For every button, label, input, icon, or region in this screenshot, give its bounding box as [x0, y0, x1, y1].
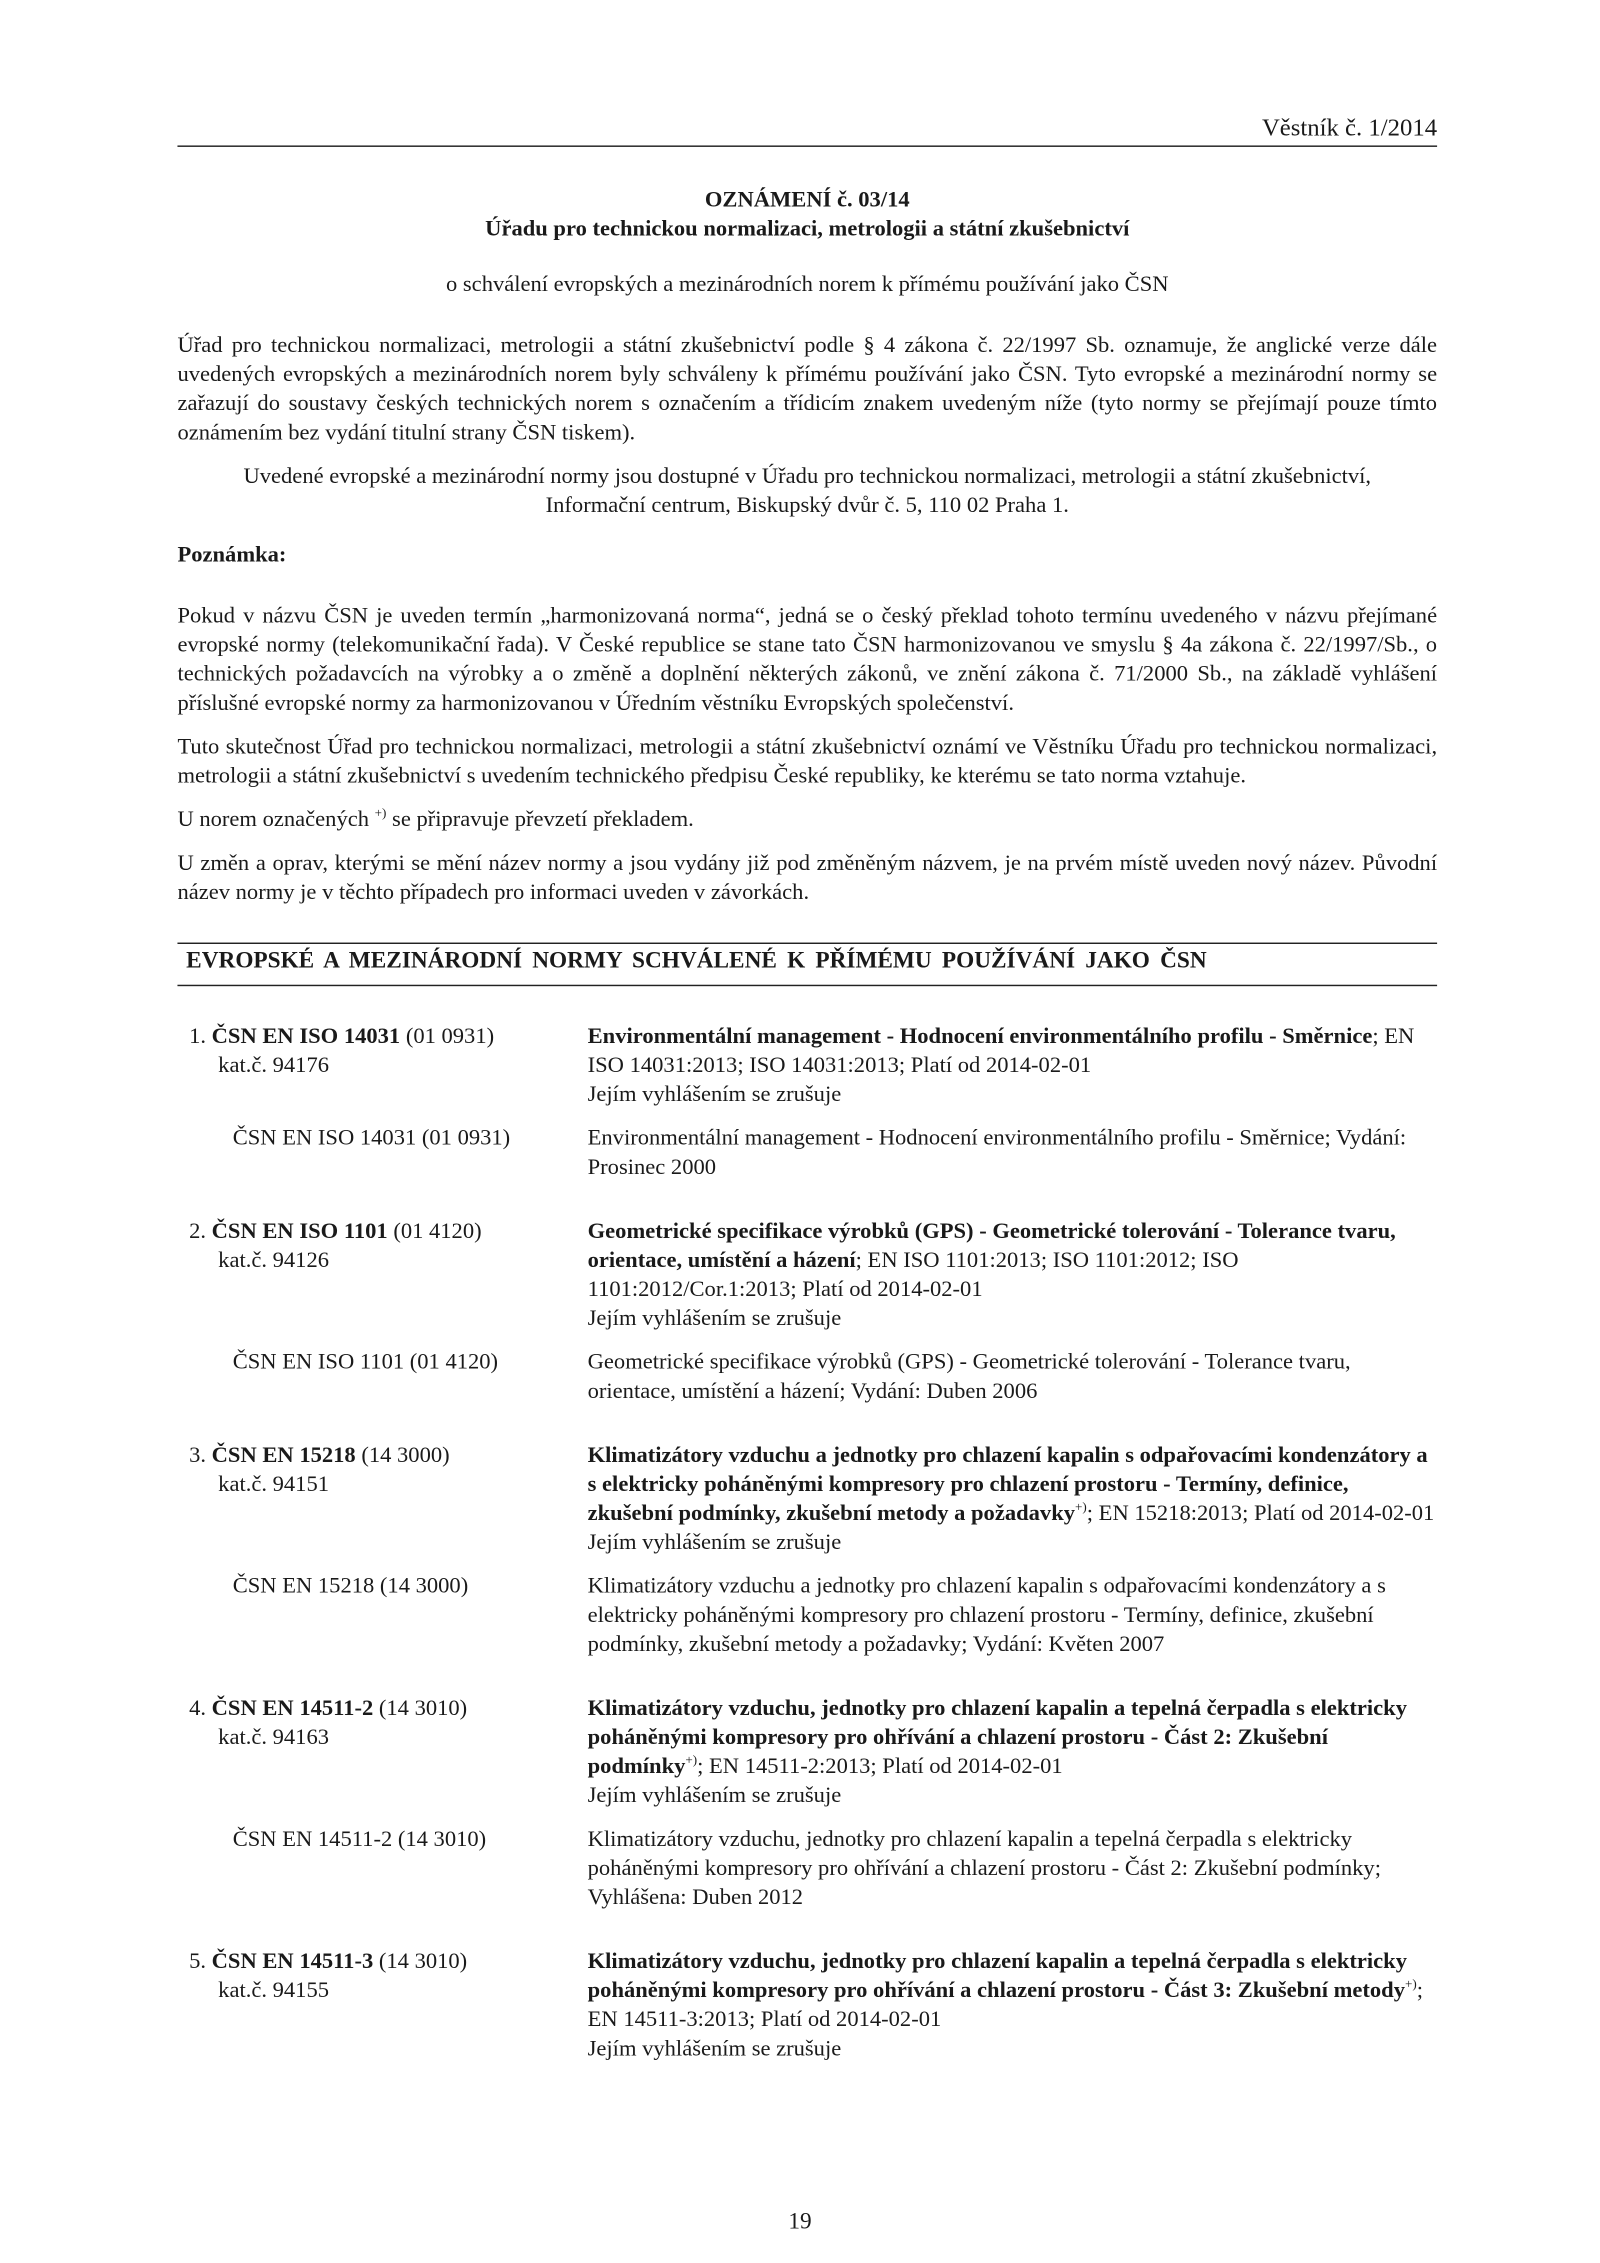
replaced-standard-row	[177, 1348, 1437, 1406]
replaced-standard-code: ČSN EN ISO 14031 (01 0931)	[232, 1125, 511, 1151]
classification-code: (14 3000)	[361, 1442, 450, 1468]
cancellation-note: Jejím vyhlášením se zrušuje	[587, 1082, 842, 1107]
standard-item	[177, 1217, 1437, 1406]
translation-mark: +)	[1405, 1976, 1417, 1992]
intro-paragraph: Úřad pro technickou normalizaci, metrologii a státní zkušebnictví podle § 4 zákona č. 22/1997 Sb. oznamuje, že anglické verze dále uvedených evropských a mezinárodních norem byly schváleny k přímému používání jako ČSN. Tyto evropské a mezinárodní normy se zařazují do soustavy českých technických norem s označením a třídicím znakem uvedeným níže (tyto normy se přejímají pouze tímto oznámením bez vydání titulní strany ČSN tiskem).	[177, 333, 1438, 446]
replaced-standard-code: ČSN EN ISO 1101 (01 4120)	[232, 1349, 499, 1375]
announcement-title: OZNÁMENÍ č. 03/14	[704, 187, 910, 213]
standard-code: ČSN EN 15218	[211, 1442, 356, 1468]
standards-list	[177, 1023, 1437, 2099]
catalog-number: kat.č. 94163	[218, 1725, 330, 1750]
translation-mark: +)	[374, 805, 387, 821]
standard-item	[177, 1023, 1437, 1183]
translation-note: U norem označených +) se připravuje převzetí překladem.	[177, 805, 694, 832]
standard-code: ČSN EN ISO 14031	[211, 1024, 401, 1049]
classification-code: (14 3010)	[378, 1696, 468, 1721]
classification-code: (14 3010)	[378, 1949, 468, 1974]
section-title: EVROPSKÉ A MEZINÁRODNÍ NORMY SCHVÁLENÉ K PŘÍMÉMU POUŽÍVÁNÍ JAKO ČSN	[177, 943, 1437, 987]
replaced-standard-text: Klimatizátory vzduchu a jednotky pro chlazení kapalin s odpařovacími kondenzátory a s elektricky poháněnými kompresory pro chlazení prostoru - Termíny, definice, zkušební podmínky, zkušební metody a požadavky; Vydání: Květen 2007	[587, 1573, 1386, 1657]
cancellation-note: Jejím vyhlášením se zrušuje	[587, 1783, 842, 1808]
availability-paragraph: Uvedené evropské a mezinárodní normy jsou dostupné v Úřadu pro technickou normalizaci, metrologii a státní zkušebnictví,	[243, 464, 1372, 489]
classification-code: (01 0931)	[405, 1024, 495, 1049]
catalog-number: kat.č. 94126	[218, 1248, 330, 1273]
issuer-title: Úřadu pro technickou normalizaci, metrologii a státní zkušebnictví	[485, 216, 1130, 242]
replaced-standard-text: Klimatizátory vzduchu, jednotky pro chlazení kapalin a tepelná čerpadla s elektricky poháněnými kompresory pro ohřívání a chlazení prostoru - Část 2: Zkušební podmínky; Vyhlášena: Duben 2012	[587, 1826, 1381, 1910]
new-standard-row	[177, 1441, 1437, 1557]
standard-title: Klimatizátory vzduchu, jednotky pro chlazení kapalin a tepelná čerpadla s elektricky poháněnými kompresory pro ohřívání a chlazení prostoru - Část 3: Zkušební metody	[587, 1949, 1407, 2003]
standard-code: ČSN EN 14511-3	[211, 1949, 374, 1974]
announcement-intro	[177, 186, 1437, 907]
amendment-paragraph: U změn a oprav, kterými se mění název normy a jsou vydány již pod změněným názvem, je na prvém místě uveden nový název. Původní název normy je v těchto případech pro informaci uveden v závorkách.	[177, 850, 1438, 905]
standard-details: ; EN 15218:2013; Platí od 2014-02-01	[1086, 1501, 1435, 1526]
translation-mark: +)	[685, 1752, 698, 1768]
replaced-standard-row	[177, 1825, 1437, 1912]
item-number: 1.	[189, 1024, 206, 1049]
classification-code: (01 4120)	[393, 1218, 482, 1244]
standard-details: ; EN 14511-2:2013; Platí od 2014-02-01	[697, 1754, 1063, 1779]
notification-paragraph: Tuto skutečnost Úřad pro technickou normalizaci, metrologii a státní zkušebnictví oznámí ve Věstníku Úřadu pro technickou normalizaci, metrologii a státní zkušebnictví s uvedením technického předpisu České republiky, ke kterému se tato norma vztahuje.	[177, 734, 1438, 789]
translation-mark: +)	[1075, 1499, 1087, 1514]
availability-address: Informační centrum, Biskupský dvůr č. 5, 110 02 Praha 1.	[545, 493, 1069, 518]
item-number: 4.	[189, 1696, 206, 1721]
item-number: 2.	[189, 1218, 206, 1244]
standard-details: ; EN 14511-3:2013; Platí od 2014-02-01	[587, 1978, 1424, 2032]
replaced-standard-row	[177, 1572, 1437, 1659]
standard-title: Environmentální management - Hodnocení environmentálního profilu - Směrnice	[587, 1024, 1373, 1049]
new-standard-row	[177, 1695, 1437, 1811]
announcement-subtitle: o schválení evropských a mezinárodních norem k přímému používání jako ČSN	[446, 272, 1169, 297]
standard-title: Geometrické specifikace výrobků (GPS) - Geometrické tolerování - Tolerance tvaru, orientace, umístění a házení	[587, 1218, 1396, 1273]
harmonized-paragraph: Pokud v názvu ČSN je uveden termín „harmonizovaná norma“, jedná se o český překlad tohoto termínu uvedeného v názvu přejímané evropské normy (telekomunikační řada). V České republice se stane tato ČSN harmonizovanou ve smyslu § 4a zákona č. 22/1997/Sb., o technických požadavcích na výrobky a o změně a doplnění některých zákonů, ve znění zákona č. 71/2000 Sb., na základě vyhlášení příslušné evropské normy za harmonizovanou v Úředním věstníku Evropských společenství.	[177, 603, 1438, 716]
replaced-standard-code: ČSN EN 15218 (14 3000)	[232, 1573, 469, 1599]
replaced-standard-text: Environmentální management - Hodnocení environmentálního profilu - Směrnice; Vydání: Prosinec 2000	[587, 1125, 1407, 1180]
standard-item	[177, 1441, 1437, 1659]
item-number: 3.	[189, 1442, 206, 1468]
replaced-standard-row	[177, 1124, 1437, 1182]
new-standard-row	[177, 1948, 1437, 2064]
standard-item	[177, 1695, 1437, 1913]
cancellation-note: Jejím vyhlášením se zrušuje	[587, 1306, 842, 1331]
standard-item	[177, 1948, 1437, 2064]
catalog-number: kat.č. 94151	[218, 1472, 330, 1497]
standard-details: ; EN ISO 1101:2013; ISO 1101:2012; ISO 1101:2012/Cor.1:2013; Platí od 2014-02-01	[587, 1248, 1239, 1302]
cancellation-note: Jejím vyhlášením se zrušuje	[587, 2036, 842, 2062]
standard-title: Klimatizátory vzduchu a jednotky pro chlazení kapalin s odpařovacími kondenzátory a s elektricky poháněnými kompresory pro chlazení prostoru - Termíny, definice, zkušební podmínky, zkušební metody a požadavky	[587, 1442, 1428, 1526]
replaced-standard-code: ČSN EN 14511-2 (14 3010)	[232, 1826, 487, 1852]
standard-details: ; EN ISO 14031:2013; ISO 14031:2013; Platí od 2014-02-01	[587, 1024, 1415, 1078]
standard-code: ČSN EN ISO 1101	[211, 1218, 388, 1244]
item-number: 5.	[189, 1949, 206, 1974]
new-standard-row	[177, 1023, 1437, 1110]
standard-code: ČSN EN 14511-2	[211, 1696, 374, 1721]
standard-title: Klimatizátory vzduchu, jednotky pro chlazení kapalin a tepelná čerpadla s elektricky poháněnými kompresory pro ohřívání a chlazení prostoru - Část 2: Zkušební podmínky	[587, 1696, 1407, 1779]
catalog-number: kat.č. 94155	[218, 1978, 330, 2003]
cancellation-note: Jejím vyhlášením se zrušuje	[587, 1530, 842, 1555]
note-label: Poznámka:	[177, 542, 287, 568]
journal-header: Věstník č. 1/2014	[177, 113, 1437, 146]
catalog-number: kat.č. 94176	[218, 1053, 330, 1078]
replaced-standard-text: Geometrické specifikace výrobků (GPS) - Geometrické tolerování - Tolerance tvaru, orientace, umístění a házení; Vydání: Duben 2006	[587, 1349, 1351, 1404]
new-standard-row	[177, 1217, 1437, 1333]
page-number: 19	[788, 2209, 812, 2235]
